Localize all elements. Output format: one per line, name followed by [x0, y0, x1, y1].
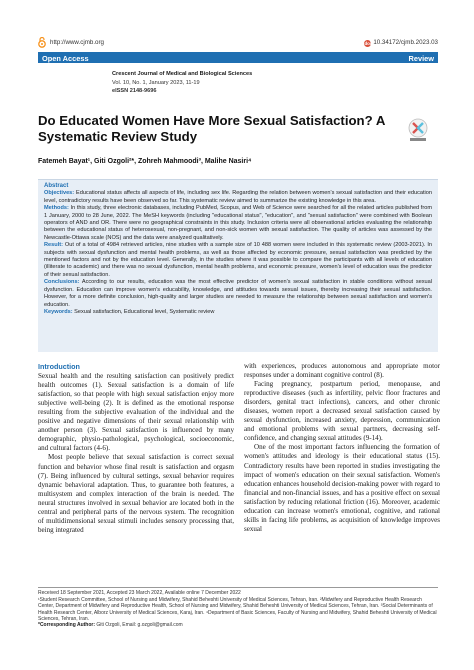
keywords-text: Sexual satisfaction, Educational level, Systematic review — [74, 308, 215, 315]
abstract-results — [44, 242, 432, 279]
results-text: Out of a total of 4984 retrieved articles, nine studies with a sample size of 10 488 women were included in this systematic review (2003-2021). In subjects with sexual dysfunction and mental health problems, as well as those affected by economic pressure, sexual satisfaction was predicted by the mentioned factors and not by the education level. Generally, in the studies where it was possible to compare the participants with all levels of education (illiterate to academic) and there was no sexual dysfunction, mental health problems, and economic pressure, women's level of education was the predictor of their sexual satisfaction. — [44, 242, 432, 278]
open-access-label: Open Access — [42, 53, 89, 63]
body-paragraph: Most people believe that sexual satisfaction is correct sexual function and behavior whose final result is satisfaction and orgasm (7). Being influenced by cultural settings, sexual behavior requires dynamic behavioral adaptation. Thus, to guarantee both features, a multisystem and complex interaction of the brain is needed. The neural structures involved in sexual behavior are located both in the central and peripheral parts of the nervous system. The recognition of multidimensional sexual stimuli includes sensory processing that, being integrated — [38, 453, 234, 534]
abstract-objectives — [44, 190, 432, 205]
header-bar — [38, 38, 438, 48]
abstract-panel — [38, 179, 438, 352]
abstract-methods — [44, 205, 432, 242]
doi-link[interactable] — [364, 39, 438, 47]
crossmark-icon[interactable] — [405, 117, 431, 143]
journal-url-link[interactable]: http://www.cjmb.org — [50, 39, 104, 46]
introduction-heading: Introduction — [38, 362, 80, 371]
article-type-label: Review — [408, 53, 434, 63]
journal-volume: Vol. 10, No. 1, January 2023, 11-19 — [112, 79, 200, 86]
objectives-label: Objectives: — [44, 190, 75, 197]
keywords-label: Keywords: — [44, 308, 73, 315]
article-title: Do Educated Women Have More Sexual Satisfaction? A Systematic Review Study — [38, 113, 385, 144]
corresponding-author — [38, 622, 438, 628]
conclusions-label: Conclusions: — [44, 279, 80, 286]
doi-text: 10.34172/cjmb.2023.03 — [373, 39, 438, 46]
abstract-heading: Abstract — [44, 183, 69, 189]
abstract-conclusions — [44, 279, 432, 309]
received-dates: Received 18 September 2021, Accepted 23 March 2022, Available online 7 December 2022 — [38, 590, 241, 596]
results-label: Result: — [44, 242, 63, 249]
page-footer — [38, 587, 438, 628]
methods-label: Methods: — [44, 205, 69, 212]
article-type-band — [38, 52, 438, 63]
body-paragraph: One of the most important factors influencing the formation of women's attitudes and ideology is their educational status (15). Contradictory results have been reported in studies investigating the impact of women's education on their sexual satisfaction. Women's education enhances household decision-making power with regard to financial and non-financial issues, and has a positive effect on sexual satisfaction by reducing relational friction (16). Moreover, academic education can increase women's emotional, cognitive, and rational skills in facing life problems, as acquisition of knowledge improves sexual — [244, 443, 440, 533]
corresponding-contact: Giti Ozgoli, Email: g.ozgoli@gmail.com — [96, 622, 183, 629]
journal-info — [112, 70, 252, 96]
body-column-right — [244, 362, 440, 534]
objectives-text: Educational status affects all aspects of life, including sex life. Regarding the relation between women's sexual satisfaction and their education level, contradictory results have been observed so far. This systematic review aimed to summarize the existing knowledge in this area. — [44, 190, 433, 204]
journal-name: Crescent Journal of Medical and Biological Sciences — [112, 71, 253, 77]
body-paragraph: Facing pregnancy, postpartum period, menopause, and reproductive diseases (such as infertility, pelvic floor fractures and disorders, genital tract infections), cancers, and other chronic diseases, women report a decreased sexual satisfaction caused by sexual dysfunction, increased anxiety, depression, communication and emotional problems with sexual partners, decreasing self-confidence, and changing sexual attitudes (9-14). — [244, 380, 440, 443]
open-access-lock-icon — [38, 37, 46, 48]
author-list: Fatemeh Bayat¹, Giti Ozgoli²*, Zohreh Mahmoodi³, Malihe Nasiri⁴ — [38, 158, 252, 165]
body-column-left — [38, 362, 234, 535]
corresponding-label: *Corresponding Author: — [38, 622, 96, 629]
journal-eissn: eISSN 2148-9696 — [112, 88, 157, 94]
conclusions-text: According to our results, education was the most effective predictor of women's sexual satisfaction in stable conditions without sexual dysfunction. Education can improve women's educability, knowledge, and attitudes towards sexual issues, thereby increasing their sexual satisfaction. However, for a more definite conclusion, high-quality and larger studies are needed to measure the relationship between sexual satisfaction and women's education. — [44, 279, 432, 308]
doi-icon: doi — [364, 41, 372, 46]
author-affiliations: ¹Student Research Committee, School of Nursing and Midwifery, Shahid Beheshti University of Medical Sciences, Tehran, Iran. ²Midwifery and Reproductive Health Research Center, Department of Midwifery and Reproductive Health, School of Nursing and Midwifery, Shahid Beheshti University of Medical Sciences, Tehran, Iran. ³Social Determinants of Health Research Center, Alborz University of Medical Sciences, Karaj, Iran. ⁴Department of Basic Sciences, Faculty of Nursing and Midwifery, Shahid Beheshti University of Medical Sciences, Tehran, Iran. — [38, 597, 437, 622]
abstract-keywords — [44, 309, 432, 316]
methods-text: In this study, three electronic databases, including PubMed, Scopus, and Web of Science were searched for all the related articles published from 1 January, 2000 to 28 June, 2022. The MeSH keywords (including "educational status", "education", and "sexual satisfaction" were combined with Boolean operators of AND and OR. There were no geographical constraints in this study. Inclusion criteria were all observational articles evaluating the relationship between the educational status of heterosexual, non-pregnant, and non-sick women with sexual satisfaction. The quality of articles was assessed by the Newcastle-Ottawa scale (NOS) and the data were analyzed qualitatively. — [44, 205, 432, 241]
body-paragraph: with experiences, produces autonomous and appropriate motor responses under a dominant cognitive control (8). — [244, 362, 440, 380]
body-paragraph: Sexual health and the resulting satisfaction can positively predict health outcomes (1). Sexual satisfaction is a domain of life satisfaction, so that people with high sexual satisfaction enjoy more subjective well-being (2). It is defined as the emotional response resulting from the subjective evaluation of the individual and the positive and negative dimensions of their sexual relationship with another person (3). Sexual satisfaction is influenced by many demographic, physio-pathological, psychological, socioeconomic, and cultural factors (4-6). — [38, 372, 234, 453]
